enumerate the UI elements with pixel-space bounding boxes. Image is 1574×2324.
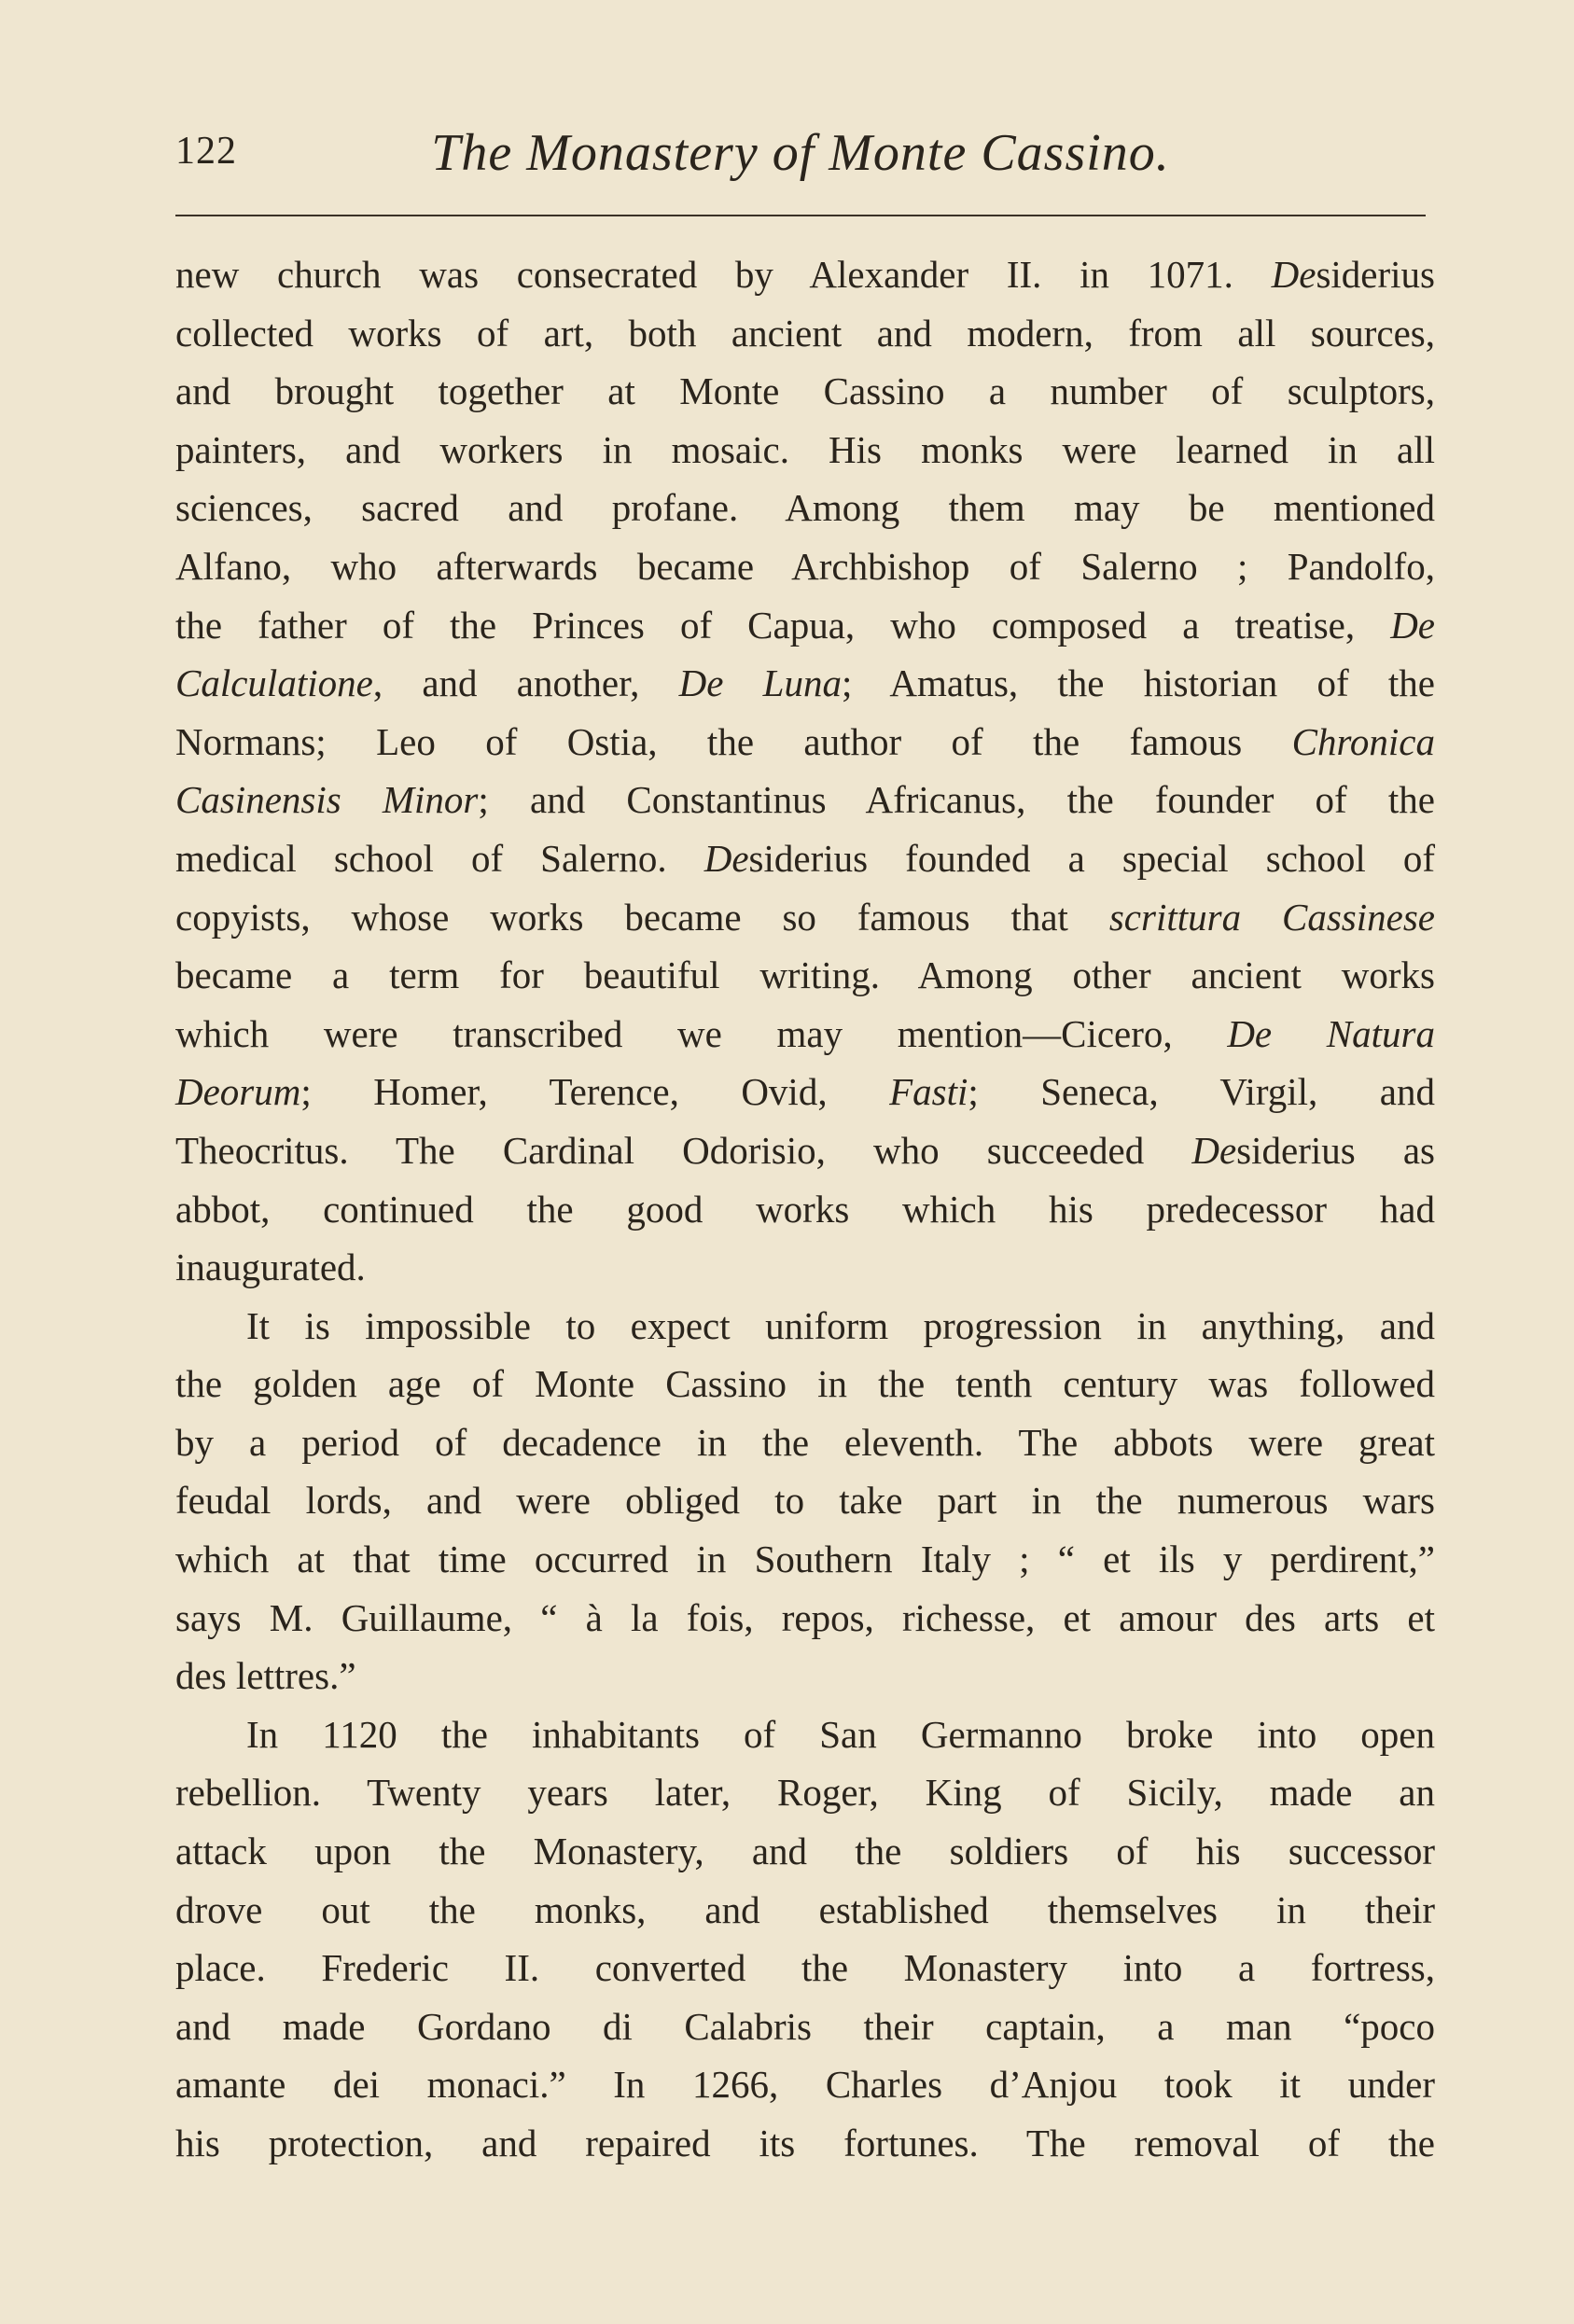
text-line: by a period of decadence in the eleventh. The abbots were great bbox=[175, 1420, 1435, 1464]
text-line: attack upon the Monastery, and the soldiers of his successor bbox=[175, 1830, 1435, 1873]
text-line: copyists, whose works became so famous that scrittura Cassinese bbox=[175, 895, 1435, 939]
text-line: which were transcribed we may mention—Cicero, De Natura bbox=[175, 1011, 1435, 1055]
text-line: Theocritus. The Cardinal Odorisio, who succeeded Desiderius as bbox=[175, 1128, 1435, 1172]
text-line: inaugurated. bbox=[175, 1245, 366, 1289]
text-line: his protection, and repaired its fortunes. The removal of the bbox=[175, 2122, 1435, 2164]
text-line: amante dei monaci.” In 1266, Charles d’Anjou took it under bbox=[175, 2063, 1435, 2107]
text-line: Alfano, who afterwards became Archbishop of Salerno ; Pandolfo, bbox=[175, 544, 1435, 588]
header-rule bbox=[175, 215, 1426, 216]
running-header bbox=[175, 123, 1426, 188]
text-line: painters, and workers in mosaic. His monks were learned in all bbox=[175, 427, 1435, 471]
text-line: says M. Guillaume, “ à la fois, repos, richesse, et amour des arts et bbox=[175, 1595, 1435, 1639]
text-line: drove out the monks, and established themselves in their bbox=[175, 1887, 1435, 1931]
text-line: sciences, sacred and profane. Among them may be mentioned bbox=[175, 486, 1435, 530]
body-text bbox=[175, 245, 1435, 2173]
text-line: abbot, continued the good works which his predecessor had bbox=[175, 1187, 1435, 1231]
text-line: Calculatione, and another, De Luna; Amatus, the historian of the bbox=[175, 661, 1436, 705]
text-line: the father of the Princes of Capua, who composed a treatise, De bbox=[175, 603, 1435, 647]
text-line: became a term for beautiful writing. Among other ancient works bbox=[175, 953, 1435, 997]
text-line: feudal lords, and were obliged to take part in the numerous wars bbox=[175, 1479, 1435, 1523]
text-line: Normans; Leo of Ostia, the author of the famous Chronica bbox=[175, 719, 1435, 763]
text-line: place. Frederic II. converted the Monastery into a fortress, bbox=[175, 1946, 1435, 1990]
text-line: rebellion. Twenty years later, Roger, King of Sicily, made an bbox=[175, 1771, 1435, 1815]
text-line: Deorum; Homer, Terence, Ovid, Fasti; Seneca, Virgil, and bbox=[175, 1070, 1435, 1114]
text-line: new church was consecrated by Alexander II. in 1071. Desiderius bbox=[175, 253, 1435, 296]
text-line: It is impossible to expect uniform progression in anything, and bbox=[246, 1303, 1435, 1347]
text-line: Casinensis Minor; and Constantinus Africanus, the founder of the bbox=[175, 778, 1435, 822]
text-line: and made Gordano di Calabris their captain, a man “poco bbox=[175, 2004, 1435, 2048]
text-line: medical school of Salerno. Desiderius founded a special school of bbox=[175, 836, 1435, 880]
text-line: the golden age of Monte Cassino in the tenth century was followed bbox=[175, 1362, 1435, 1406]
text-line: collected works of art, both ancient and modern, from all sources, bbox=[175, 311, 1435, 355]
page-number: 122 bbox=[175, 130, 237, 173]
text-line: des lettres.” bbox=[175, 1654, 356, 1698]
running-title: The Monastery of Monte Cassino. bbox=[431, 124, 1170, 182]
text-line: which at that time occurred in Southern Italy ; “ et ils y perdirent,” bbox=[175, 1538, 1435, 1581]
text-line: and brought together at Monte Cassino a number of sculptors, bbox=[175, 369, 1435, 413]
text-line: In 1120 the inhabitants of San Germanno broke into open bbox=[246, 1712, 1435, 1756]
